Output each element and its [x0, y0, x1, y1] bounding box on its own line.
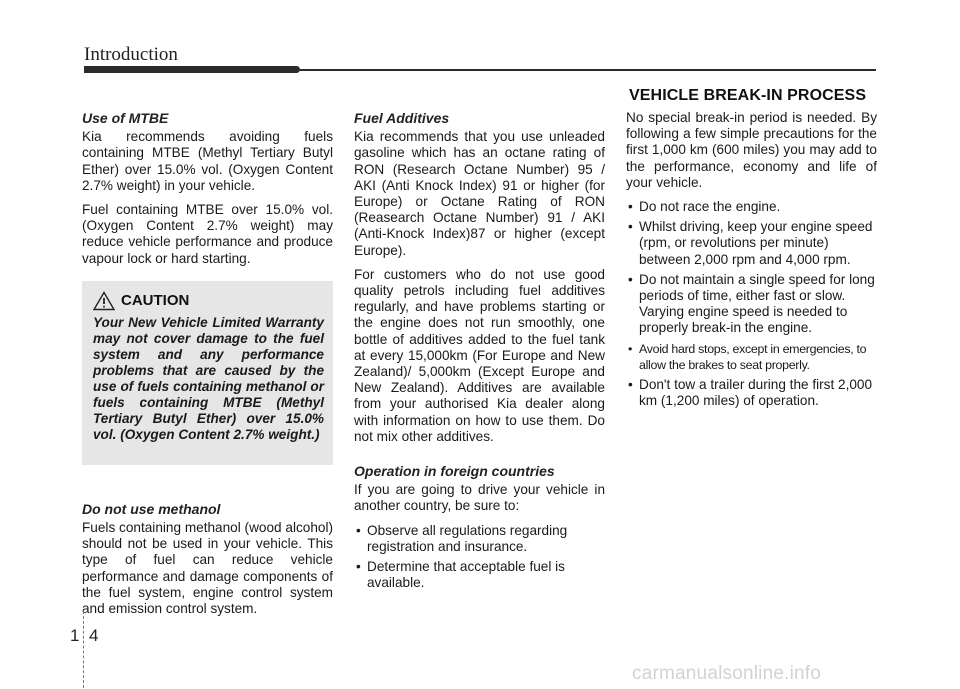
list-item: • Do not maintain a single speed for long periods of time, either fast or slow. Varying engine speed is needed to properly break-in the engine.: [626, 272, 877, 337]
foreign-countries-heading: Operation in foreign countries: [354, 463, 555, 480]
fuel-additives-heading: Fuel Additives: [354, 110, 450, 126]
methanol-paragraph: Fuels containing methanol (wood alcohol) should not be used in your vehicle. This type of fuel can reduce vehicle performance and damage components of the fuel system, engine control system and emission control system.: [82, 520, 333, 617]
break-in-intro: No special break-in period is needed. By following a few simple precautions for the first 1,000 km (600 miles) you may add to the performance, economy and life of your vehicle.: [626, 110, 877, 190]
page-divider: [83, 611, 84, 688]
warning-triangle-icon: [93, 291, 115, 311]
fuel-additives-paragraph-1: Kia recommends that you use unleaded gasoline which has an octane rating of RON (Research Octane Number) 95 / AKI (Anti Knock Index) 91 or higher (for Europe) or Octane Rating of RON (Reasearch Octane Number) 91 / AKI (Anti-Knock Index)87 or higher (except Europe).: [354, 129, 605, 258]
methanol-heading: Do not use methanol: [82, 500, 221, 517]
list-item: • Avoid hard stops, except in emergencies, to allow the brakes to seat properly.: [626, 341, 877, 373]
column-middle: [354, 110, 605, 599]
column-left: [82, 110, 333, 625]
list-item: • Determine that acceptable fuel is available.: [354, 559, 605, 591]
break-in-list: [626, 199, 877, 409]
mtbe-paragraph-2: Fuel containing MTBE over 15.0% vol. (Oxygen Content 2.7% weight) may reduce vehicle performance and produce vapour lock or hard starting.: [82, 202, 333, 266]
list-item: • Don't tow a trailer during the first 2,000 km (1,200 miles) of operation.: [626, 377, 877, 409]
caution-text: Your New Vehicle Limited Warranty may not cover damage to the fuel system and any performance problems that are caused by the use of fuels containing methanol or fuels containing MTBE (Methyl Tertiary Butyl Ether) over 15.0% vol. (Oxygen Content 2.7% weight.): [93, 314, 324, 442]
page-number: 4: [89, 626, 99, 645]
column-right: [626, 110, 877, 417]
foreign-countries-list: [354, 523, 605, 592]
fuel-additives-paragraph-2: For customers who do not use good quality petrols including fuel additives regularly, and have problems starting or the engine does not run smoothly, one bottle of additives added to the fuel tank at every 15,000km (For Europe and New Zealand)/ 5,000km (Except Europe and New Zealand). Additives are available from your authorised Kia dealer along with information on how to use them. Do not mix other additives.: [354, 266, 605, 444]
caution-box: [82, 281, 333, 465]
list-item: • Do not race the engine.: [626, 199, 877, 215]
mtbe-heading: Use of MTBE: [82, 110, 169, 126]
page-header-title: Introduction: [84, 44, 178, 65]
caution-header: [93, 291, 324, 311]
list-item: • Whilst driving, keep your engine speed (rpm, or revolutions per minute) between 2,000 rpm and 4,000 rpm.: [626, 219, 877, 268]
caution-title: CAUTION: [121, 291, 190, 309]
foreign-countries-intro: If you are going to drive your vehicle in another country, be sure to:: [354, 482, 605, 514]
watermark: carmanualsonline.info: [632, 663, 822, 684]
section-title: VEHICLE BREAK-IN PROCESS: [629, 87, 867, 104]
mtbe-paragraph-1: Kia recommends avoiding fuels containing MTBE (Methyl Tertiary Butyl Ether) over 15.0% vol. (Oxygen Content 2.7% weight) in your vehicle.: [82, 129, 333, 193]
list-item: • Observe all regulations regarding registration and insurance.: [354, 523, 605, 555]
header-bar: [84, 66, 300, 73]
chapter-number: 1: [70, 626, 80, 645]
header-rule: [300, 69, 876, 71]
